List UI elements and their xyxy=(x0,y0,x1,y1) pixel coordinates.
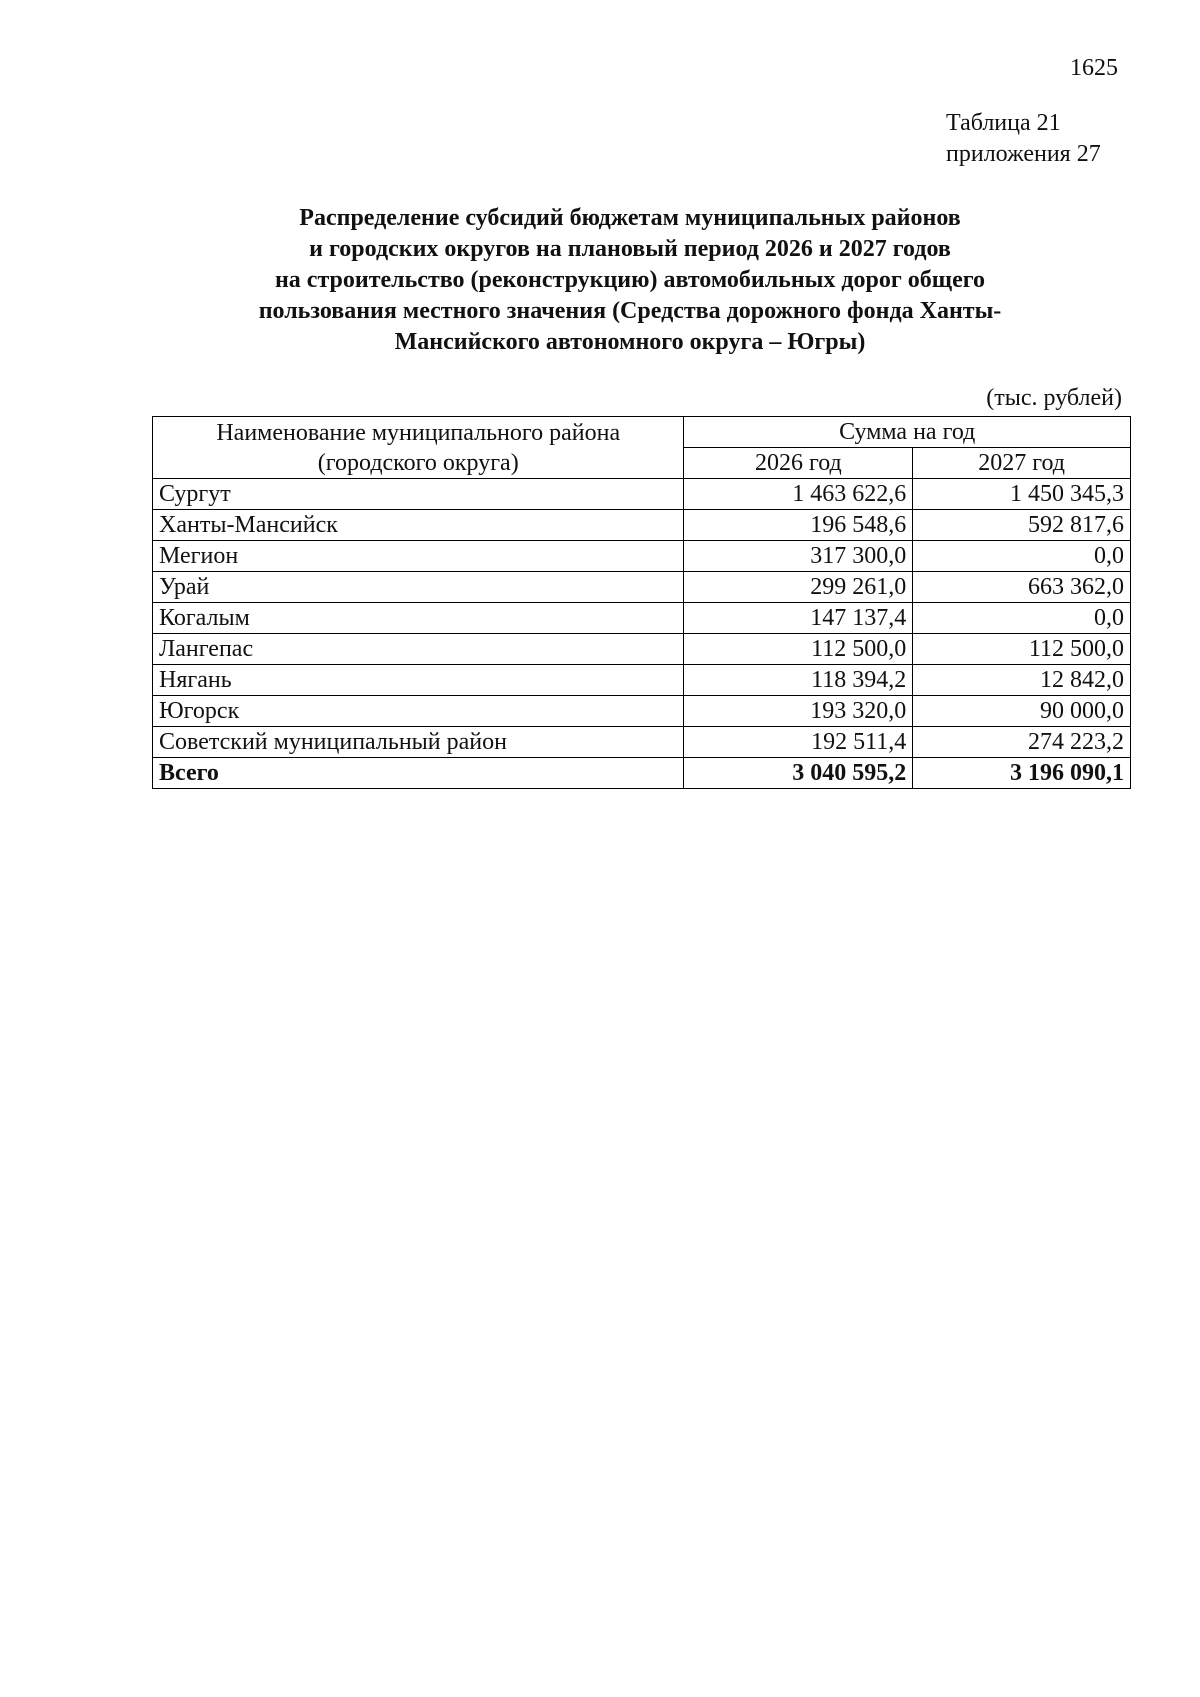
title-line: на строительство (реконструкцию) автомобильных дорог общего xyxy=(274,267,986,293)
table-row xyxy=(153,696,1131,727)
total-label: Всего xyxy=(153,758,684,789)
row-name: Урай xyxy=(153,572,684,603)
table-ref-line2: приложения 27 xyxy=(946,141,1101,167)
table-reference xyxy=(946,108,1101,170)
header-municipality-line1: Наименование муниципального района xyxy=(216,419,621,446)
title-line: и городских округов на плановый период 2026 и 2027 годов xyxy=(309,236,951,262)
row-name: Ханты-Мансийск xyxy=(153,510,684,541)
row-value-2026: 193 320,0 xyxy=(684,696,913,727)
header-sum: Сумма на год xyxy=(684,417,1131,448)
document-title xyxy=(150,203,1110,358)
row-value-2026: 192 511,4 xyxy=(684,727,913,758)
row-name: Советский муниципальный район xyxy=(153,727,684,758)
table-row xyxy=(153,479,1131,510)
row-name: Югорск xyxy=(153,696,684,727)
table-row xyxy=(153,603,1131,634)
table-row xyxy=(153,665,1131,696)
units-label: (тыс. рублей) xyxy=(986,385,1122,411)
row-name: Мегион xyxy=(153,541,684,572)
total-value-2027: 3 196 090,1 xyxy=(913,758,1131,789)
page-number: 1625 xyxy=(1070,55,1118,81)
header-year-2027: 2027 год xyxy=(913,448,1131,479)
row-value-2027: 112 500,0 xyxy=(913,634,1131,665)
row-name: Нягань xyxy=(153,665,684,696)
table-row xyxy=(153,727,1131,758)
row-value-2027: 90 000,0 xyxy=(913,696,1131,727)
row-value-2026: 196 548,6 xyxy=(684,510,913,541)
row-value-2027: 1 450 345,3 xyxy=(913,479,1131,510)
table-row xyxy=(153,541,1131,572)
table-ref-line1: Таблица 21 xyxy=(946,110,1061,136)
row-name: Сургут xyxy=(153,479,684,510)
title-line: пользования местного значения (Средства дорожного фонда Ханты- xyxy=(258,298,1002,324)
row-value-2027: 274 223,2 xyxy=(913,727,1131,758)
header-municipality xyxy=(153,417,684,479)
table-body xyxy=(153,479,1131,789)
row-value-2026: 118 394,2 xyxy=(684,665,913,696)
title-line: Мансийского автономного округа – Югры) xyxy=(394,329,866,355)
row-value-2026: 317 300,0 xyxy=(684,541,913,572)
row-value-2026: 112 500,0 xyxy=(684,634,913,665)
table-row xyxy=(153,634,1131,665)
table-total-row xyxy=(153,758,1131,789)
row-value-2027: 0,0 xyxy=(913,541,1131,572)
row-value-2026: 1 463 622,6 xyxy=(684,479,913,510)
row-value-2027: 663 362,0 xyxy=(913,572,1131,603)
title-line: Распределение субсидий бюджетам муниципальных районов xyxy=(299,205,961,231)
header-year-2026: 2026 год xyxy=(684,448,913,479)
total-value-2026: 3 040 595,2 xyxy=(684,758,913,789)
row-value-2027: 0,0 xyxy=(913,603,1131,634)
row-name: Лангепас xyxy=(153,634,684,665)
row-value-2026: 299 261,0 xyxy=(684,572,913,603)
header-municipality-line2: (городского округа) xyxy=(317,449,519,476)
row-value-2027: 592 817,6 xyxy=(913,510,1131,541)
row-value-2027: 12 842,0 xyxy=(913,665,1131,696)
table-row xyxy=(153,572,1131,603)
table-row xyxy=(153,510,1131,541)
subsidy-table xyxy=(152,416,1131,789)
row-name: Когалым xyxy=(153,603,684,634)
row-value-2026: 147 137,4 xyxy=(684,603,913,634)
